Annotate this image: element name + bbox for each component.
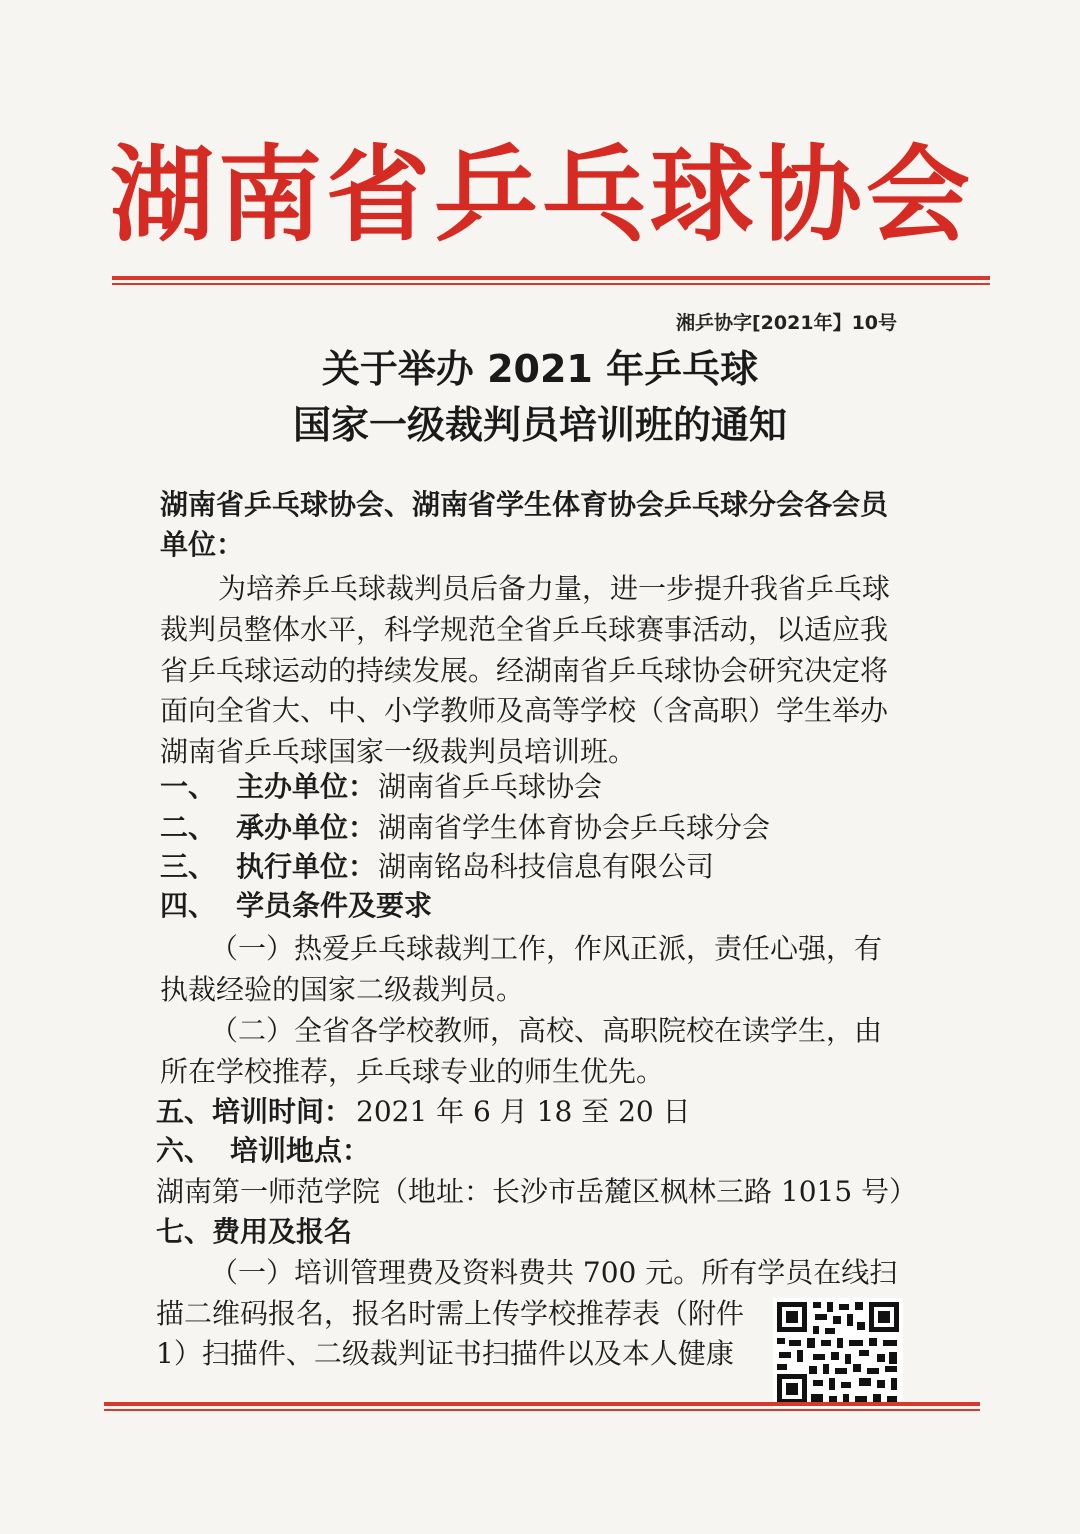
notice-title-line2: 国家一级裁判员培训班的通知 (292, 403, 787, 447)
section-value: 2021 年 6 月 18 至 20 日 (356, 1095, 691, 1128)
requirement-line: 执裁经验的国家二级裁判员。 (160, 973, 525, 1006)
requirement-line: （一）热爱乒乓球裁判工作，作风正派，责任心强，有 (210, 932, 883, 965)
letterhead-char: 乒 (433, 134, 538, 256)
letterhead-char: 省 (325, 134, 430, 256)
section-value: 湖南省学生体育协会乒乓球分会 (378, 811, 771, 844)
intro-line: 湖南省乒乓球国家一级裁判员培训班。 (160, 735, 637, 768)
letterhead-char: 会 (865, 134, 970, 256)
section-value: 湖南铭岛科技信息有限公司 (378, 850, 715, 883)
bottom-rule-thick (104, 1402, 980, 1406)
section-label: 执行单位： (236, 850, 377, 883)
requirement-line: 所在学校推荐，乒乓球专业的师生优先。 (160, 1055, 665, 1088)
letterhead-char: 湖 (110, 134, 215, 256)
document-number: 湘乒协字[2021年】10号 (676, 312, 898, 334)
intro-line: 面向全省大、中、小学教师及高等学校（含高职）学生举办 (160, 694, 889, 727)
requirement-line: （二）全省各学校教师，高校、高职院校在读学生，由 (210, 1014, 883, 1047)
letterhead-char: 南 (217, 134, 322, 256)
section-number: 三、 (160, 850, 217, 883)
section-value: 湖南省乒乓球协会 (378, 770, 603, 803)
section-number: 一、 (160, 770, 217, 803)
notice-title-line1: 关于举办 2021 年乒乓球 (321, 347, 759, 391)
top-rule-thick (112, 276, 990, 280)
section-label: 培训地点： (230, 1134, 371, 1167)
fee-line: （一）培训管理费及资料费共 700 元。所有学员在线扫 (210, 1256, 898, 1289)
section-label: 主办单位： (236, 770, 377, 803)
letterhead-char: 球 (649, 134, 754, 256)
letterhead-char: 乓 (541, 134, 646, 256)
salutation-line: 湖南省乒乓球协会、湖南省学生体育协会乒乓球分会各会员 (160, 488, 889, 521)
section-number: 六、 (156, 1134, 213, 1167)
section-number: 二、 (160, 811, 217, 844)
salutation-line: 单位： (160, 528, 245, 561)
fee-line: 1）扫描件、二级裁判证书扫描件以及本人健康 (156, 1337, 734, 1370)
section-number: 四、 (160, 889, 217, 922)
section-label: 学员条件及要求 (236, 889, 433, 922)
location-line: 湖南第一师范学院（地址：长沙市岳麓区枫林三路 1015 号） (156, 1175, 918, 1208)
section-label: 五、培训时间： (156, 1095, 353, 1128)
letterhead-char: 协 (757, 134, 862, 256)
intro-line: 省乒乓球运动的持续发展。经湖南省乒乓球协会研究决定将 (160, 654, 889, 687)
bottom-rule-thin (104, 1409, 980, 1411)
top-rule-thin (112, 283, 990, 285)
qr-code-icon[interactable] (773, 1298, 903, 1408)
intro-line: 为培养乒乓球裁判员后备力量，进一步提升我省乒乓球 (218, 572, 891, 605)
letterhead-title (110, 130, 970, 260)
fee-line: 描二维码报名，报名时需上传学校推荐表（附件 (156, 1297, 745, 1330)
intro-line: 裁判员整体水平，科学规范全省乒乓球赛事活动，以适应我 (160, 613, 889, 646)
section-label: 七、费用及报名 (156, 1215, 353, 1248)
section-label: 承办单位： (236, 811, 377, 844)
